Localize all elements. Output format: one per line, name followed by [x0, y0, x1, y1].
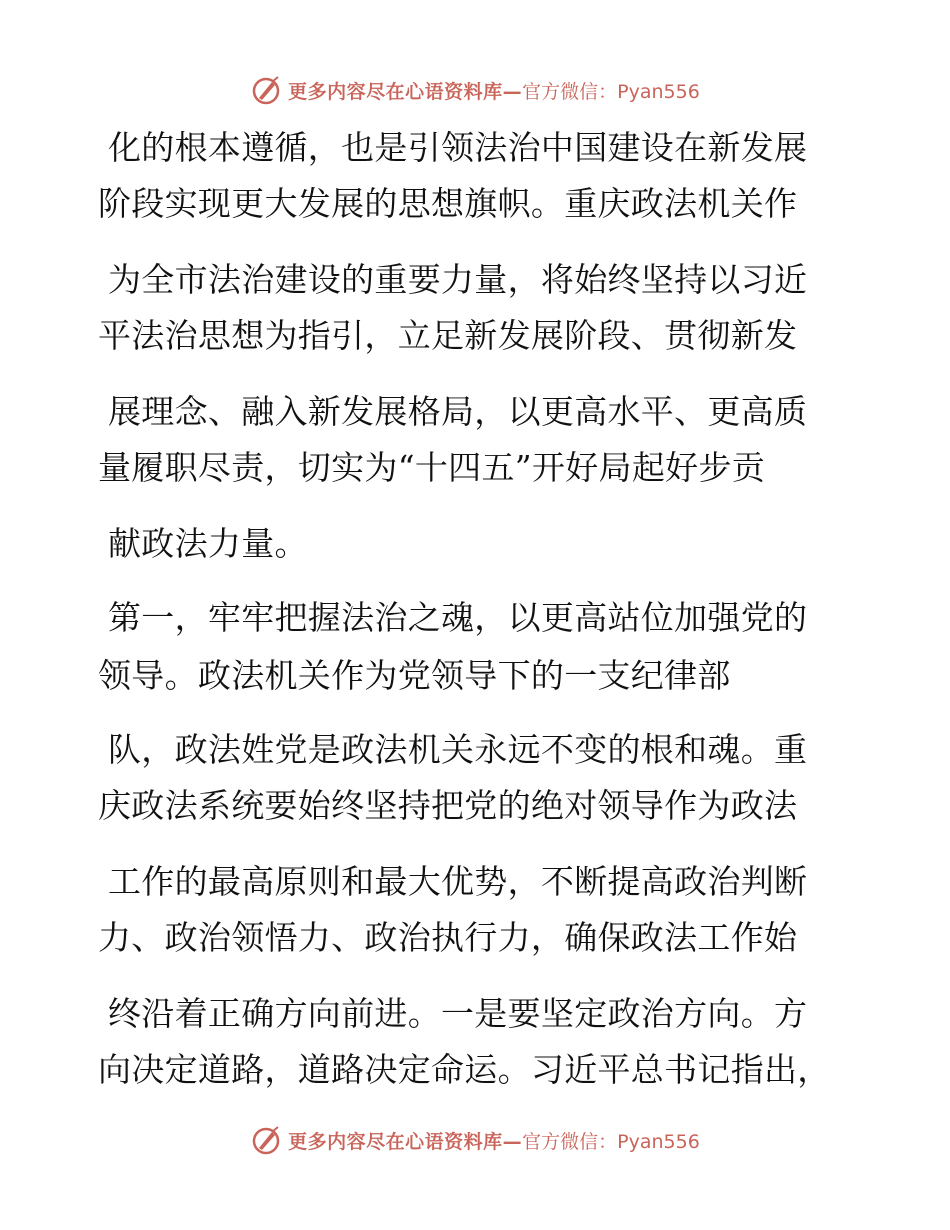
- body-line: 平法治思想为指引，立足新发展阶段、贯彻新发: [98, 316, 798, 355]
- body-line: 庆政法系统要始终坚持把党的绝对领导作为政法: [98, 786, 798, 825]
- body-line: 量履职尽责，切实为“十四五”开好局起好步贡: [98, 448, 766, 487]
- banner-site-text: 更多内容尽在心语资料库—: [288, 1130, 523, 1153]
- body-line: 展理念、融入新发展格局，以更高水平、更高质: [108, 392, 808, 431]
- banner-wechat-text: 官方微信：Pyan556: [522, 1130, 700, 1153]
- body-line: 为全市法治建设的重要力量，将始终坚持以习近: [108, 260, 808, 299]
- body-line: 献政法力量。: [108, 524, 308, 563]
- body-line: 力、政治领悟力、政治执行力，确保政法工作始: [98, 918, 798, 957]
- banner-wechat-text: 官方微信：Pyan556: [522, 80, 700, 103]
- quill-pen-logo-icon: [250, 1124, 282, 1156]
- body-line: 队，政法姓党是政法机关永远不变的根和魂。重: [108, 730, 808, 769]
- quill-pen-logo-icon: [250, 74, 282, 106]
- banner-site-text: 更多内容尽在心语资料库—: [288, 80, 523, 103]
- body-line: 阶段实现更大发展的思想旗帜。重庆政法机关作: [98, 184, 798, 223]
- header-banner: [0, 70, 950, 110]
- footer-banner: [0, 1120, 950, 1160]
- body-line: 第一，牢牢把握法治之魂，以更高站位加强党的: [108, 598, 808, 637]
- body-line: 化的根本遵循，也是引领法治中国建设在新发展: [108, 128, 808, 167]
- body-line: 终沿着正确方向前进。一是要坚定政治方向。方: [108, 994, 808, 1033]
- body-line: 工作的最高原则和最大优势，不断提高政治判断: [108, 862, 808, 901]
- body-line: 领导。政法机关作为党领导下的一支纪律部: [98, 656, 731, 695]
- body-line: 向决定道路，道路决定命运。习近平总书记指出，: [98, 1050, 831, 1089]
